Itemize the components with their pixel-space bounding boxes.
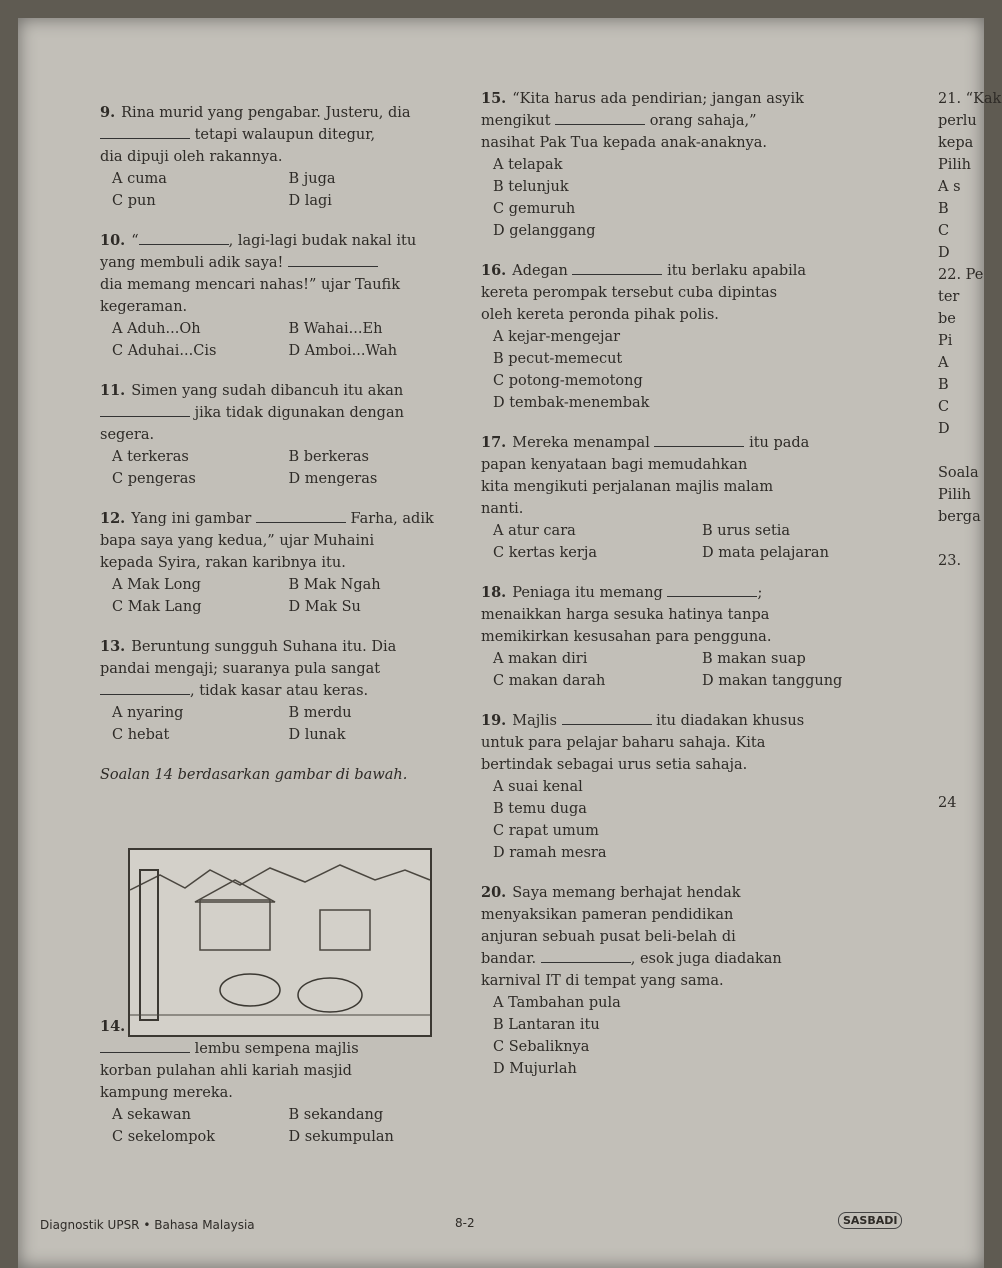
option-a[interactable]: A telapak: [493, 157, 563, 173]
option-b[interactable]: B Wahai...Eh: [288, 321, 383, 337]
option-c[interactable]: C gemuruh: [493, 201, 576, 217]
illustration-figure: [128, 848, 432, 1037]
question-number: 12.: [100, 510, 126, 527]
option-d[interactable]: D ramah mesra: [493, 845, 607, 861]
cropped-line: 23.: [938, 553, 962, 569]
cropped-line: C: [938, 223, 950, 239]
option-b[interactable]: B Lantaran itu: [493, 1017, 600, 1033]
question-number: 9.: [100, 104, 116, 121]
publisher-logo: SASBADI: [838, 1212, 902, 1229]
question-text: menyaksikan pameran pendidikan: [481, 907, 734, 923]
cropped-line: berga: [938, 509, 981, 525]
answer-blank: [100, 124, 190, 139]
cropped-line: [938, 440, 1002, 462]
cropped-line: 22. Pe: [938, 267, 984, 283]
option-b[interactable]: B pecut-memecut: [493, 351, 623, 367]
question-text: dia memang mencari nahas!” ujar Taufik: [100, 277, 401, 293]
question-text: yang membuli adik saya!: [100, 255, 284, 271]
answer-blank: [555, 110, 645, 125]
instruction-text: Soalan 14 berdasarkan gambar di bawah.: [100, 767, 408, 783]
option-c[interactable]: C sekelompok: [112, 1129, 216, 1145]
question-number: 14.: [100, 1018, 126, 1035]
answer-blank: [100, 402, 190, 417]
question-text: jika tidak digunakan dengan: [194, 405, 404, 421]
cropped-line: B: [938, 201, 949, 217]
question-10: [100, 230, 455, 362]
option-d[interactable]: D Mak Su: [288, 599, 361, 615]
option-c[interactable]: C potong-memotong: [493, 373, 643, 389]
option-d[interactable]: D lagi: [288, 193, 332, 209]
question-17: [481, 432, 901, 564]
cropped-line: D: [938, 421, 950, 437]
cropped-line: A: [938, 355, 949, 371]
option-a[interactable]: A makan diri: [493, 651, 588, 667]
option-a[interactable]: A cuma: [112, 171, 167, 187]
question-text: itu pada: [749, 435, 810, 451]
question-number: 17.: [481, 434, 507, 451]
question-text: “Kita harus ada pendirian; jangan asyik: [512, 91, 804, 107]
question-text: Farha, adik: [350, 511, 434, 527]
cropped-line: D: [938, 245, 950, 261]
question-text: Saya memang berhajat hendak: [512, 885, 741, 901]
question-text: Mereka menampal: [512, 435, 650, 451]
question-text: pandai mengaji; suaranya pula sangat: [100, 661, 381, 677]
option-a[interactable]: A terkeras: [112, 449, 189, 465]
question-16: [481, 260, 901, 414]
option-d[interactable]: D sekumpulan: [288, 1129, 394, 1145]
question-text: kampung mereka.: [100, 1085, 233, 1101]
question-text: Yang ini gambar: [131, 511, 252, 527]
question-9: [100, 102, 455, 212]
question-text: segera.: [100, 427, 155, 443]
question-text: kereta perompak tersebut cuba dipintas: [481, 285, 778, 301]
spacer: [938, 572, 1002, 792]
question-text: Beruntung sungguh Suhana itu. Dia: [131, 639, 397, 655]
page-number: 8-2: [455, 1216, 475, 1230]
answer-blank: [100, 680, 190, 695]
option-c[interactable]: C rapat umum: [493, 823, 599, 839]
option-d[interactable]: D Mujurlah: [493, 1061, 577, 1077]
question-text: Adegan: [512, 263, 568, 279]
option-c[interactable]: C kertas kerja: [493, 545, 597, 561]
option-b[interactable]: B temu duga: [493, 801, 587, 817]
question-number: 11.: [100, 382, 126, 399]
question-text: bapa saya yang kedua,” ujar Muhaini: [100, 533, 375, 549]
question-text: ;: [757, 585, 763, 601]
question-text: Simen yang sudah dibancuh itu akan: [131, 383, 404, 399]
option-a[interactable]: A Aduh...Oh: [112, 321, 201, 337]
option-d[interactable]: D makan tanggung: [702, 673, 843, 689]
cropped-line: 24: [938, 795, 957, 811]
question-text: untuk para pelajar baharu sahaja. Kita: [481, 735, 766, 751]
cropped-line: C: [938, 399, 950, 415]
question-15: [481, 88, 901, 242]
cropped-line: A s: [938, 179, 961, 195]
question-13: [100, 636, 455, 746]
option-b[interactable]: B berkeras: [288, 449, 369, 465]
question-text: orang sahaja,”: [649, 113, 757, 129]
question-text: kepada Syira, rakan karibnya itu.: [100, 555, 346, 571]
question-text: anjuran sebuah pusat beli-belah di: [481, 929, 736, 945]
question-number: 19.: [481, 712, 507, 729]
cropped-line: kepa: [938, 135, 974, 151]
footer-title: Diagnostik UPSR • Bahasa Malaysia: [40, 1218, 255, 1232]
worksheet-page: [18, 18, 1002, 1268]
question-text: , esok juga diadakan: [630, 951, 782, 967]
option-b[interactable]: B telunjuk: [493, 179, 569, 195]
option-c[interactable]: C Mak Lang: [112, 599, 202, 615]
option-b[interactable]: B makan suap: [702, 651, 806, 667]
option-c[interactable]: C makan darah: [493, 673, 606, 689]
answer-blank: [572, 260, 662, 275]
question-text: Peniaga itu memang: [512, 585, 663, 601]
question-text: bandar.: [481, 951, 537, 967]
question-number: 13.: [100, 638, 126, 655]
option-d[interactable]: D Amboi...Wah: [288, 343, 398, 359]
answer-blank: [100, 1038, 190, 1053]
cropped-line: [938, 528, 1002, 550]
option-d[interactable]: D mata pelajaran: [702, 545, 829, 561]
option-c[interactable]: C pun: [112, 193, 156, 209]
question-text: Majlis: [512, 713, 557, 729]
answer-blank: [667, 582, 757, 597]
option-c[interactable]: C Aduhai...Cis: [112, 343, 217, 359]
question-text: kegeraman.: [100, 299, 188, 315]
answer-blank: [256, 508, 346, 523]
answer-blank: [562, 710, 652, 725]
question-number: 20.: [481, 884, 507, 901]
question-text: memikirkan kesusahan para pengguna.: [481, 629, 772, 645]
cropped-line: Pilih: [938, 157, 972, 173]
question-text: nasihat Pak Tua kepada anak-anaknya.: [481, 135, 767, 151]
cropped-line: B: [938, 377, 949, 393]
option-d[interactable]: D gelanggang: [493, 223, 596, 239]
question-number: 10.: [100, 232, 126, 249]
question-text: itu diadakan khusus: [656, 713, 805, 729]
question-number: 15.: [481, 90, 507, 107]
cropped-line: 21. “Kak: [938, 91, 1002, 107]
question-text: nanti.: [481, 501, 524, 517]
option-d[interactable]: D lunak: [288, 727, 346, 743]
question-18: [481, 582, 901, 692]
cropped-line: perlu: [938, 113, 977, 129]
question-text: itu berlaku apabila: [667, 263, 807, 279]
option-d[interactable]: D mengeras: [288, 471, 378, 487]
question-11: [100, 380, 455, 490]
question-number: 18.: [481, 584, 507, 601]
option-b[interactable]: B Mak Ngah: [288, 577, 381, 593]
option-a[interactable]: A atur cara: [493, 523, 576, 539]
question-20: [481, 882, 901, 1080]
option-a[interactable]: A nyaring: [112, 705, 184, 721]
question-text: mengikut: [481, 113, 551, 129]
question-text: “: [131, 233, 139, 249]
mosque-cattle-illustration: [130, 850, 430, 1035]
option-a[interactable]: A sekawan: [112, 1107, 191, 1123]
option-c[interactable]: C pengeras: [112, 471, 196, 487]
answer-blank: [541, 948, 631, 963]
answer-blank: [654, 432, 744, 447]
question-text: tetapi walaupun ditegur,: [194, 127, 376, 143]
option-b[interactable]: B sekandang: [288, 1107, 384, 1123]
cropped-line: be: [938, 311, 956, 327]
cropped-line: Pilih: [938, 487, 972, 503]
question-text: , tidak kasar atau keras.: [190, 683, 369, 699]
option-c[interactable]: C hebat: [112, 727, 170, 743]
option-a[interactable]: A suai kenal: [493, 779, 583, 795]
question-text: bertindak sebagai urus setia sahaja.: [481, 757, 748, 773]
middle-column: [481, 88, 901, 1098]
question-19: [481, 710, 901, 864]
cropped-line: ter: [938, 289, 960, 305]
question-text: kita mengikuti perjalanan majlis malam: [481, 479, 774, 495]
question-number: 16.: [481, 262, 507, 279]
question-text: papan kenyataan bagi memudahkan: [481, 457, 748, 473]
question-text: , lagi-lagi budak nakal itu: [228, 233, 417, 249]
option-d[interactable]: D tembak-menembak: [493, 395, 650, 411]
cropped-line: Pi: [938, 333, 953, 349]
option-c[interactable]: C Sebaliknya: [493, 1039, 590, 1055]
question-text: karnival IT di tempat yang sama.: [481, 973, 724, 989]
answer-blank: [288, 252, 378, 267]
option-a[interactable]: A Mak Long: [112, 577, 201, 593]
option-b[interactable]: B urus setia: [702, 523, 791, 539]
right-column-cropped: [938, 88, 1002, 814]
question-text: lembu sempena majlis: [194, 1041, 359, 1057]
question-12: [100, 508, 455, 618]
option-a[interactable]: A Tambahan pula: [493, 995, 621, 1011]
option-b[interactable]: B juga: [288, 171, 336, 187]
option-b[interactable]: B merdu: [288, 705, 352, 721]
option-a[interactable]: A kejar-mengejar: [493, 329, 621, 345]
question-text: oleh kereta peronda pihak polis.: [481, 307, 719, 323]
answer-blank: [139, 230, 229, 245]
question-text: Rina murid yang pengabar. Justeru, dia: [121, 105, 411, 121]
question-text: korban pulahan ahli kariah masjid: [100, 1063, 352, 1079]
question-text: dia dipuji oleh rakannya.: [100, 149, 283, 165]
question-text: menaikkan harga sesuka hatinya tanpa: [481, 607, 770, 623]
cropped-line: Soala: [938, 465, 979, 481]
